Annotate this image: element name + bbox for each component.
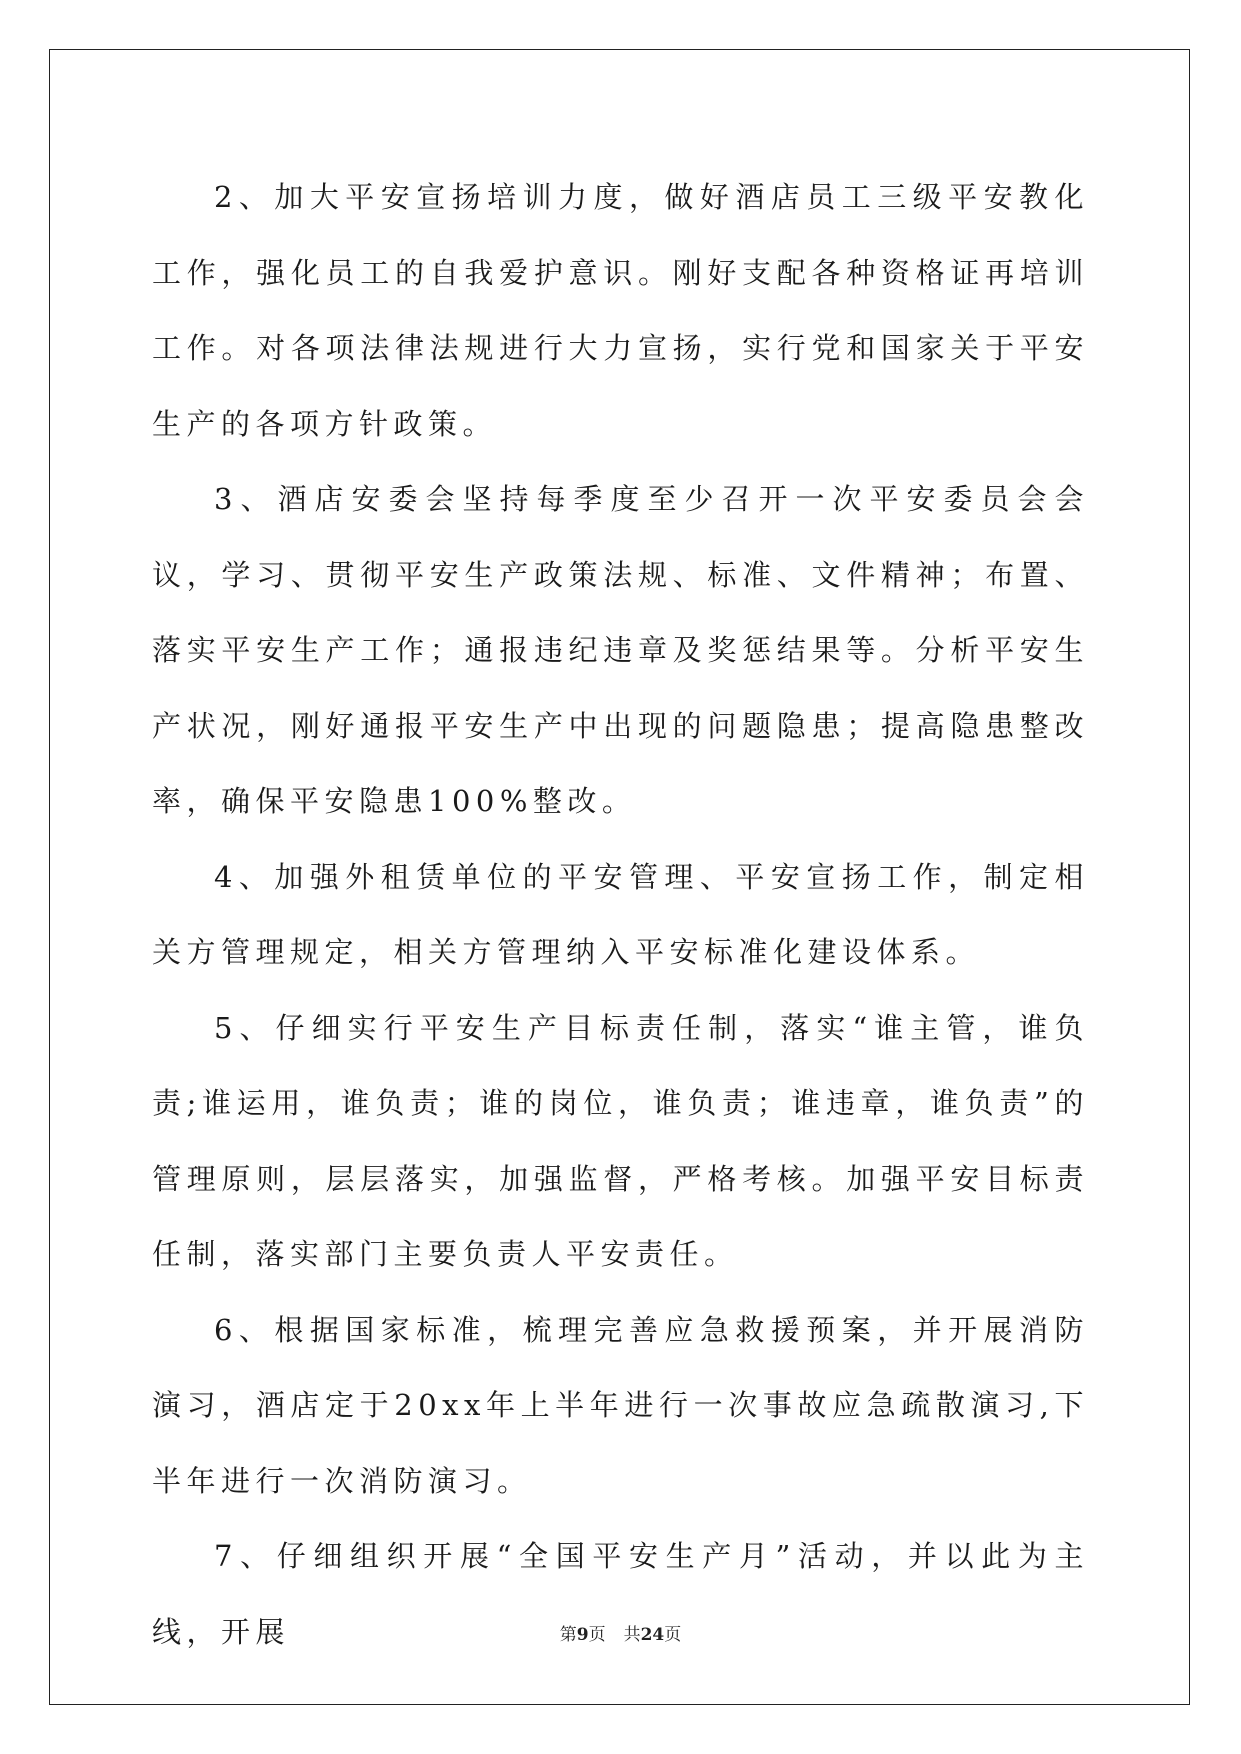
page-prefix: 第 xyxy=(559,1625,577,1645)
total-suffix: 页 xyxy=(664,1625,682,1645)
paragraph-2: 2、加大平安宣扬培训力度，做好酒店员工三级平安教化工作，强化员工的自我爱护意识。刚好支配各种资格证再培训工作。对各项法律法规进行大力宣扬，实行党和国家关于平安生产的各项方针政策。 xyxy=(152,180,1089,441)
paragraph-7: 7、仔细组织开展“全国平安生产月”活动，并以此为主线，开展 xyxy=(152,1539,1089,1649)
page-suffix: 页 xyxy=(588,1625,606,1645)
paragraph-5: 5、仔细实行平安生产目标责任制，落实“谁主管，谁负责;谁运用，谁负责；谁的岗位，谁负责；谁违章，谁负责”的管理原则，层层落实，加强监督，严格考核。加强平安目标责任制，落实部门主要负责人平安责任。 xyxy=(152,1010,1089,1271)
paragraph-3: 3、酒店安委会坚持每季度至少召开一次平安委员会会议，学习、贯彻平安生产政策法规、标准、文件精神；布置、落实平安生产工作；通报违纪违章及奖惩结果等。分析平安生产状况，刚好通报平安生产中出现的问题隐患；提高隐患整改率，确保平安隐患100%整改。 xyxy=(152,482,1089,818)
total-prefix: 共 xyxy=(623,1625,641,1645)
paragraph-6: 6、根据国家标准，梳理完善应急救援预案，并开展消防演习，酒店定于20xx年上半年进行一次事故应急疏散演习,下半年进行一次消防演习。 xyxy=(152,1312,1089,1498)
total-pages: 24 xyxy=(640,1625,665,1645)
paragraph-4: 4、加强外租赁单位的平安管理、平安宣扬工作，制定相关方管理规定，相关方管理纳入平安标准化建设体系。 xyxy=(152,859,1089,969)
page-number: 9 xyxy=(576,1625,589,1645)
document-body xyxy=(152,160,1089,1670)
page-footer xyxy=(0,1620,1241,1645)
